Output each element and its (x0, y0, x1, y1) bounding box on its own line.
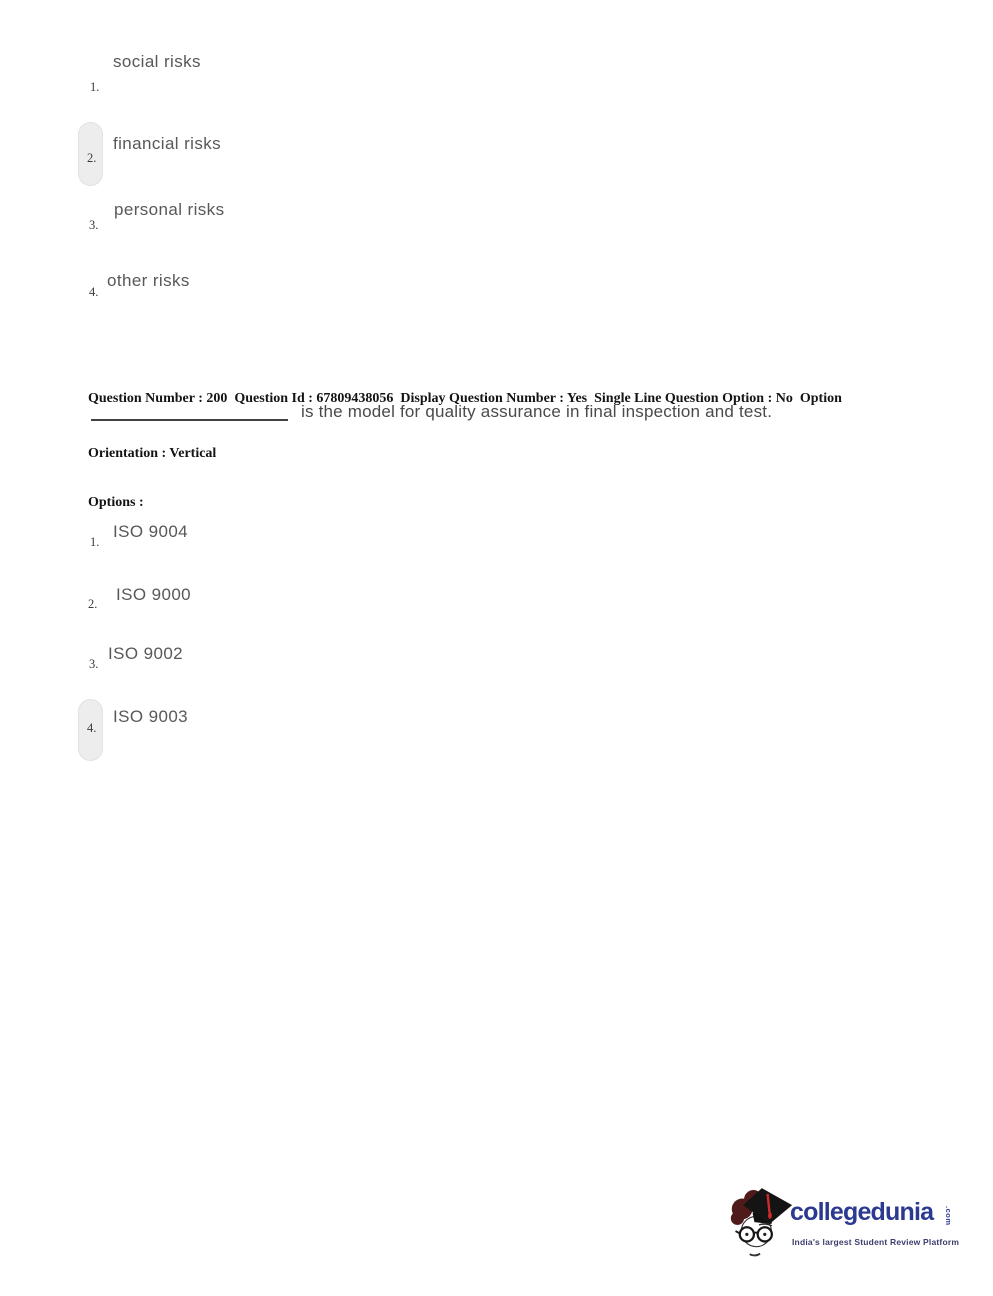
option-label: other risks (107, 271, 190, 290)
option-label-cutoff (113, 52, 243, 73)
option-number: 4. (89, 285, 99, 299)
options-heading: Options : (88, 495, 144, 510)
question-metadata (88, 353, 842, 501)
option-number: 4. (87, 721, 97, 735)
option-label: ISO 9000 (116, 585, 192, 604)
collegedunia-wordmark-suffix: .com (944, 1206, 953, 1226)
collegedunia-mascot-icon (728, 1186, 794, 1262)
option-number: 3. (89, 657, 99, 671)
collegedunia-tagline: India's largest Student Review Platform (792, 1237, 960, 1247)
option-label: ISO 9002 (108, 644, 184, 663)
option-label: personal risks (114, 200, 225, 219)
option-number: 2. (88, 597, 98, 611)
option-number: 1. (90, 535, 100, 549)
option-label: ISO 9004 (113, 522, 189, 541)
collegedunia-logo (728, 1184, 983, 1272)
option-label: financial risks (113, 134, 222, 153)
collegedunia-wordmark: collegedunia (790, 1198, 934, 1226)
question-metadata-line1: Question Number : 200 Question Id : 67809438056 Display Question Number : Yes Single Line Question Option : No Option (88, 390, 842, 406)
option-number: 2. (87, 151, 97, 165)
fill-in-blank-line (91, 419, 288, 421)
question-metadata-line2: Orientation : Vertical (88, 446, 217, 462)
question-text: is the model for quality assurance in final inspection and test. (301, 402, 773, 421)
option-number: 1. (90, 80, 100, 94)
option-label: social risks (113, 52, 201, 71)
option-number: 3. (89, 218, 99, 232)
option-label: ISO 9003 (113, 707, 189, 726)
